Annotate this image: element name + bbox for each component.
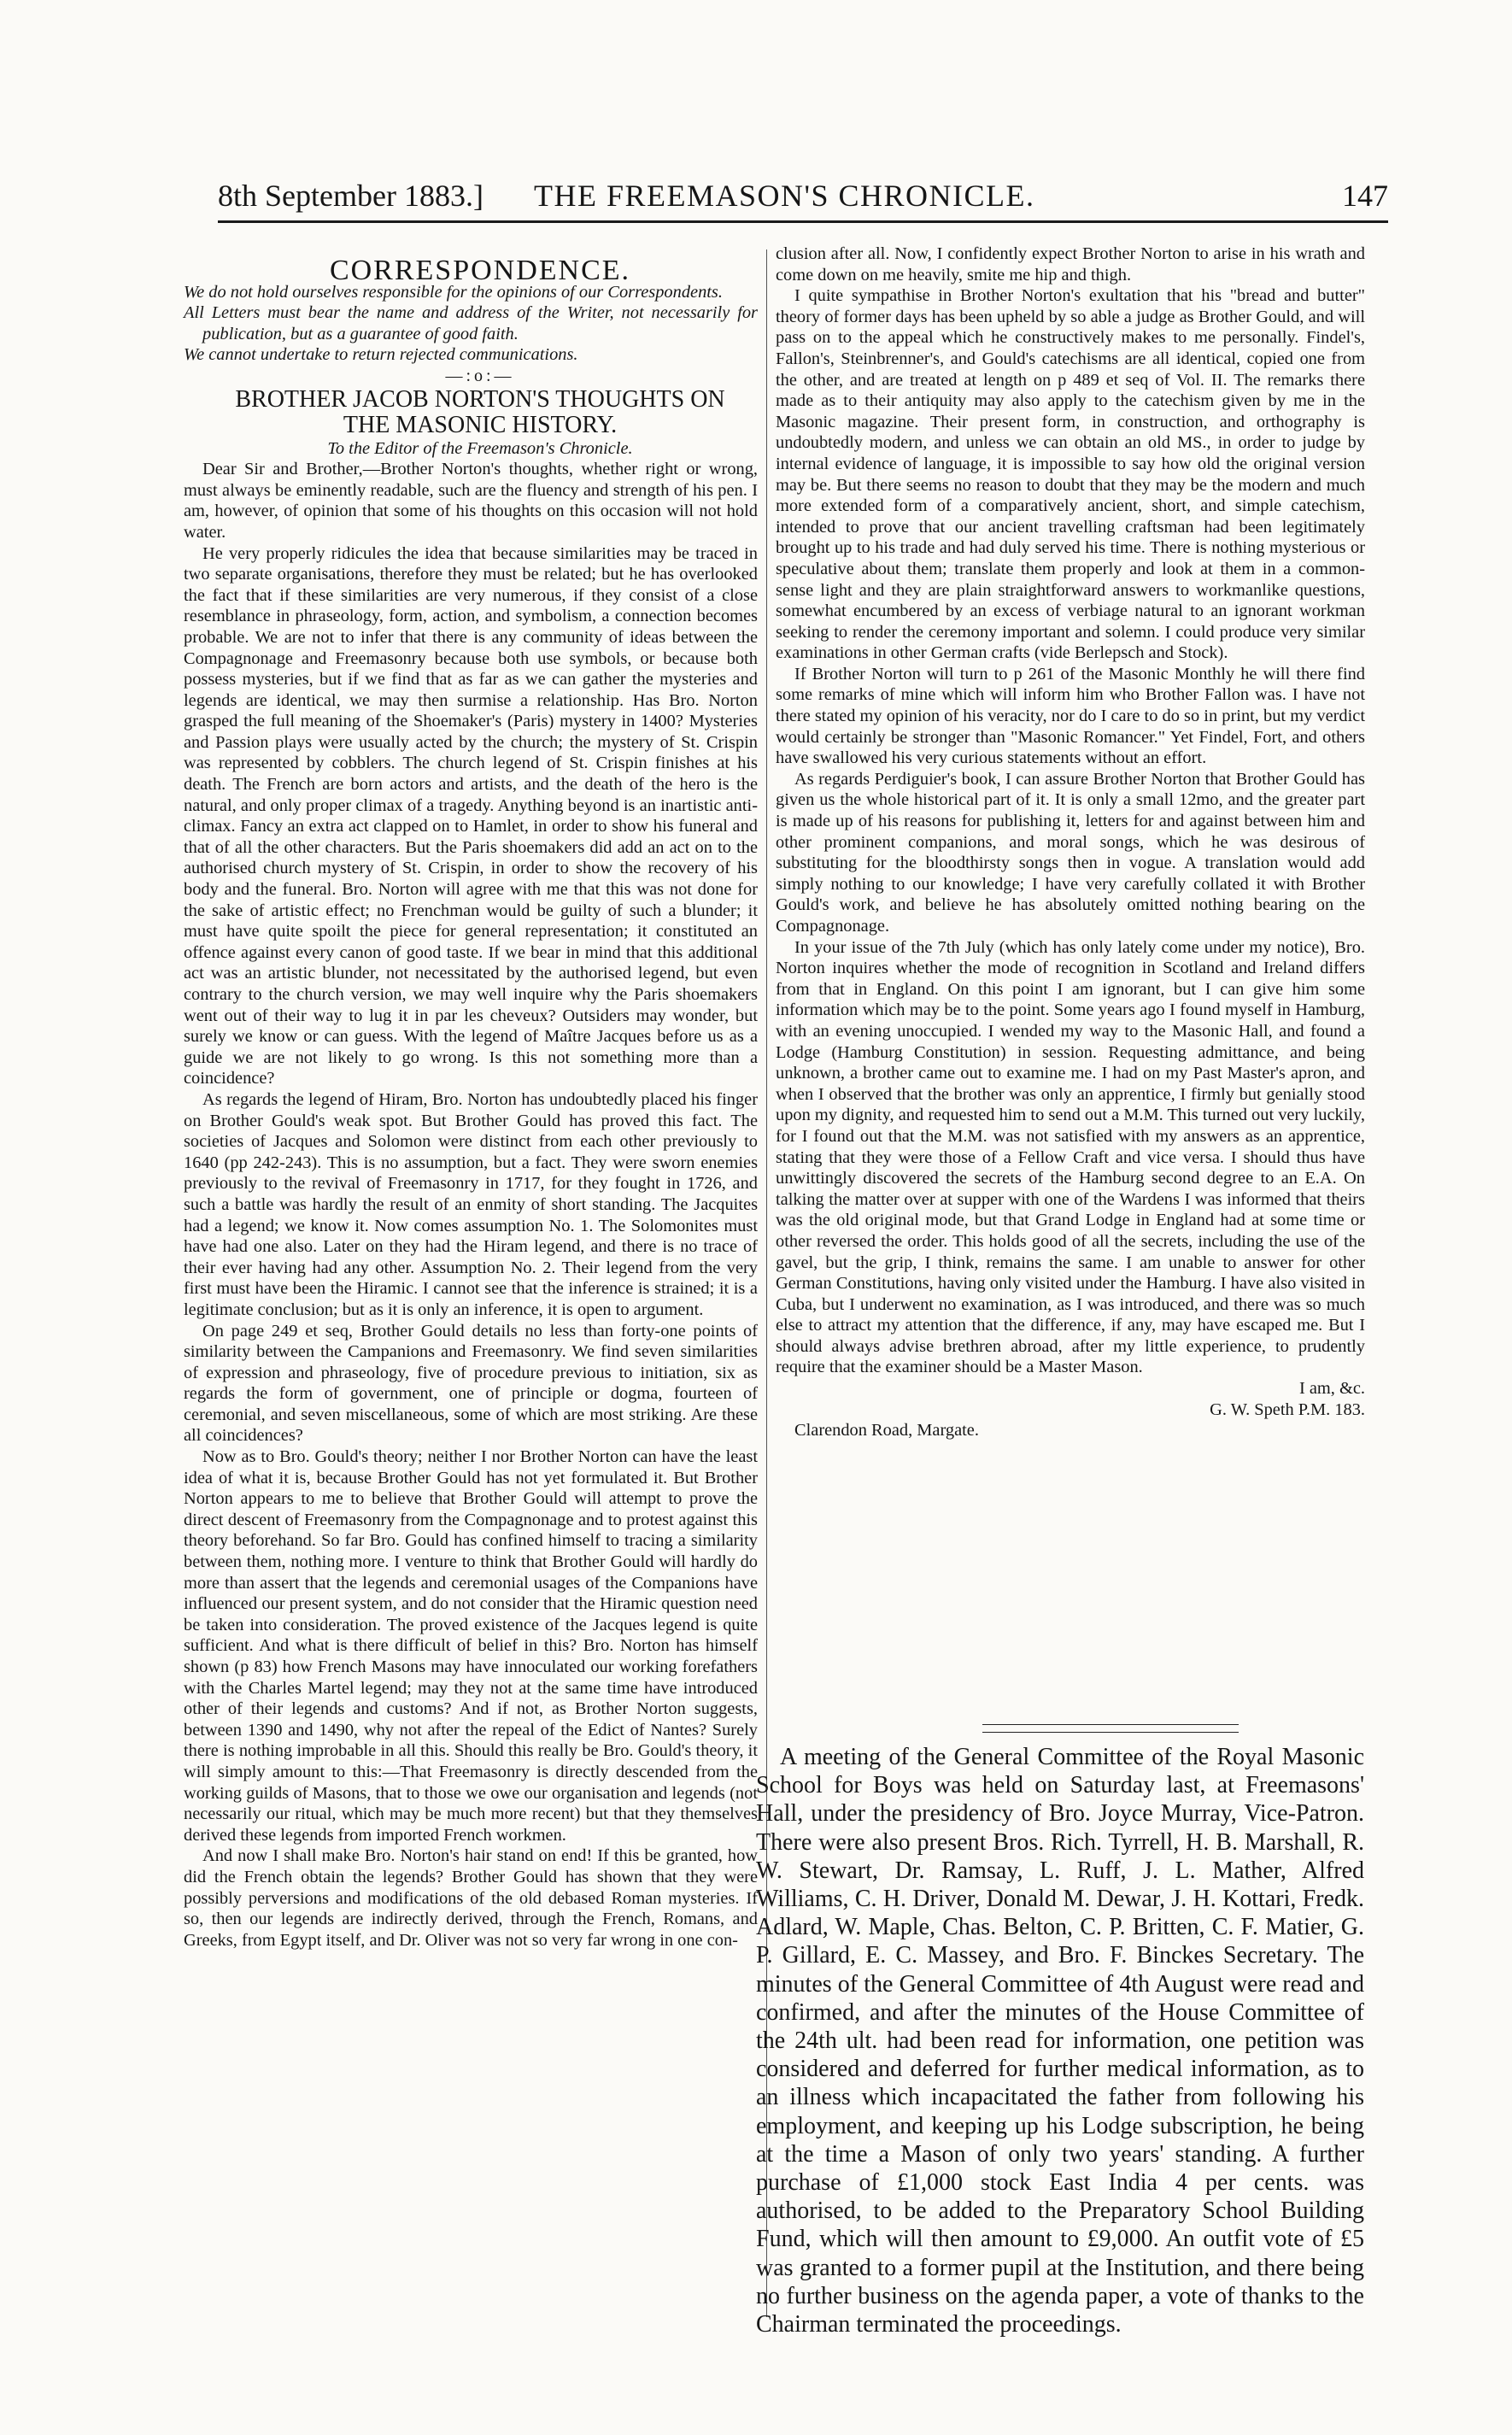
article-paragraph: Now as to Bro. Gould's theory; neither I nor Brother Norton can have the least idea of what it is, because Brother Gould has not yet formulated it. But Brother Norton appears to me to believe that Brother Gould will attempt to prove the direct descent of Freemasonry from the Compagnonage and to protest against this theory beforehand. So far Bro. Gould has confined himself to tracing a similarity between them, nothing more. I venture to think that Brother Gould will hardly do more than assert that the legends and ceremonial usages of the Companions have influenced our present system, and do not consider that the Hiramic question need be taken into consideration. The proved existence of the Jacques legend is quite sufficient. And what is there difficult of belief in this? Bro. Norton has himself shown (p 83) how French Masons may have innoculated our working forefathers with the Charles Martel legend; may they not at the same time have introduced other of their legends and customs? And if not, as Brother Norton suggests, between 1390 and 1490, why not after the repeal of the Edict of Nantes? Surely there is nothing improbable in all this. Should this really be Bro. Gould's theory, it will simply amount to this:—That Freemasonry is directly descended from the working guilds of Masons, that to those we owe our organisation and legends (not necessarily our ritual, which may be much more recent) but that they themselves derived these legends from imported French workmen. (184, 1447, 758, 1845)
article-paragraph: I quite sympathise in Brother Norton's exultation that his "bread and butter" theory of former days has been upheld by so able a judge as Brother Gould, and will pass on to the appeal which he constructively makes to me personally. Findel's, Fallon's, Steinbrenner's, and Gould's catechisms are all identical, copied one from the other, and are treated at length on p 489 et seq of Vol. II. The remarks there made as to their antiquity may also apply to the catechism given by me in the Masonic magazine. Their present form, in construction, and orthography is undoubtedly modern, and unless we can obtain an old MS., in order to judge by internal evidence of language, it is impossible to say how old the original version may be. But there seems no reason to doubt that they may be the modern and much more extended form of a comparatively ancient, short, and simple catechism, intended to prove that our ancient travelling craftsman had been legitimately brought up to his trade and had duly served his time. There is nothing mysterious or speculative about them; translate them properly and look at them in a common-sense light and they are plain straightforward answers to workmanlike questions, somewhat encumbered by an excess of verbiage natural to an ignorant workman seeking to render the ceremony important and solemn. I could produce very similar examinations in other German crafts (vide Berlepsch and Stock). (776, 286, 1365, 663)
article-paragraph: As regards the legend of Hiram, Bro. Norton has undoubtedly placed his finger on Brother Gould's weak spot. But Brother Gould has proved this fact. The societies of Jacques and Solomon were distinct from each other previously to 1640 (pp 242-243). This is no assumption, but a fact. They were sworn enemies previously to the revival of Freemasonry in 1717, for they fought in 1726, and such a battle was hardly the result of an enmity of short standing. The Jacquites had a legend; we know it. Now comes assumption No. 1. The Solomonites must have had one also. Later on they had the Hiram legend, and there is no trace of their ever having had any other. Assumption No. 2. Their legend from the very first must have been the Hiramic. I cannot see that the inference is strained; it is a legitimate conclusion; but as it is only an inference, it is open to argument. (184, 1089, 758, 1319)
disclaimer-rejected: We cannot undertake to return rejected communications. (184, 345, 578, 365)
to-editor-line: To the Editor of the Freemason's Chronicle. (327, 438, 633, 458)
section-heading: CORRESPONDENCE. (329, 255, 631, 286)
page-header (218, 171, 1388, 222)
section-separator: —:o:— (445, 366, 515, 385)
school-meeting-notice (756, 1743, 1364, 2338)
article-paragraph: As regards Perdiguier's book, I can assure Brother Norton that Brother Gould has given us the whole historical part of it. It is only a small 12mo, and the greater part is made up of his reasons for publishing it, letters for and against between him and other prominent companions, and moral songs, which he was desirous of substituting for the bloodthirsty songs then in vogue. A translation would add simply nothing to our knowledge; I have very carefully collated it with Brother Gould's work, and believe he has absolutely omitted nothing bearing on the Compagnonage. (776, 769, 1365, 936)
article-paragraph: On page 249 et seq, Brother Gould details no less than forty-one points of similarity between the Campanions and Freemasonry. We find seven similarities of expression and phraseology, five of procedure previous to initiation, six as regards the form of government, one of principle or dogma, fourteen of ceremonial, and seven miscellaneous, some of which are most striking. Are these all coincidences? (184, 1321, 758, 1446)
letter-signature: G. W. Speth P.M. 183. (1210, 1399, 1365, 1419)
notice-separator (982, 1724, 1239, 1733)
header-rule (218, 220, 1388, 223)
article-paragraph: In your issue of the 7th July (which has only lately come under my notice), Bro. Norton inquires whether the mode of recognition in Scotland and Ireland differs from that in England. On this point I am ignorant, but I can give him some information which may be to the point. Some years ago I found myself in Hamburg, with an evening unoccupied. I wended my way to the Masonic Hall, and found a Lodge (Hamburg Constitution) in session. Requesting admittance, and being unknown, a brother came out to examine me. I had on my Past Master's apron, and when I observed that the brother was only an apprentice, I firmly but genially stood upon my dignity, and requested him to send out a M.M. This turned out very luckily, for I found out that the M.M. was not satisfied with my answers as an apprentice, stating that they were those of a Fellow Craft and vice versa. I should thus have unwittingly discovered the secrets of the Hamburg second degree to an E.A. On talking the matter over at supper with one of the Wardens I was informed that theirs was the old original mode, but that Grand Lodge in England had at some time or other reversed the order. This holds good of all the secrets, including the use of the gavel, but the grip, I think, remains the same. I am unable to answer for other German Constitutions, having only visited under the Hamburg. I have also visited in Cuba, but I underwent no examination, as I was introduced, and there was so much else to attract my attention that the difference, if any, may have escaped me. But I should always advise brethren abroad, after my little experience, to prudently require that the examiner should be a Master Mason. (776, 937, 1365, 1377)
page-number: 147 (1342, 179, 1388, 213)
disclaimer-letters: All Letters must bear the name and address of the Writer, not necessarily for publication, but as a guarantee of good faith. (184, 303, 758, 343)
article-paragraph: If Brother Norton will turn to p 261 of the Masonic Monthly he will there find some remarks of mine which will inform him who Brother Fallon was. I have not there stated my opinion of his veracity, nor do I care to do so in print, but my verdict would certainly be stronger than "Masonic Romancer." Yet Findel, Fort, and others have swallowed his very curious statements without an effort. (776, 664, 1365, 768)
article-paragraph: Dear Sir and Brother,—Brother Norton's thoughts, whether right or wrong, must always be eminently readable, such are the fluency and strength of his pen. I am, however, of opinion that some of his thoughts on this occasion will not hold water. (184, 460, 758, 542)
article-paragraph: And now I shall make Bro. Norton's hair stand on end! If this be granted, how did the French obtain the legends? Brother Gould has shown that they were possibly perversions and modifications of the old debased Roman mysteries. If so, then our legends are indirectly derived, through the French, Romans, and Greeks, from Egypt itself, and Dr. Oliver was not so very far wrong in one con- (184, 1846, 758, 1950)
left-column (184, 255, 758, 1951)
letter-address: Clarendon Road, Margate. (794, 1421, 979, 1440)
publication-title: THE FREEMASON'S CHRONICLE. (534, 179, 1035, 213)
article-title-line1: BROTHER JACOB NORTON'S THOUGHTS ON (235, 385, 725, 413)
double-rule (982, 1724, 1239, 1733)
disclaimer-opinions: We do not hold ourselves responsible for the opinions of our Correspondents. (184, 282, 723, 302)
article-paragraph: He very properly ridicules the idea that because similarities may be traced in two separate organisations, therefore they must be related; but he has overlooked the fact that if these similarities are very numerous, if they consist of a close resemblance in phraseology, form, action, and symbolism, a connection becomes probable. We are not to infer that there is any community of ideas between the Compagnonage and Freemasonry because both use symbols, or because both possess mysteries, but if we find that as far as we can gather the mysteries and legends are identical, we may then surmise a relationship. Has Bro. Norton grasped the full meaning of the Shoemaker's (Paris) mystery in 1400? Mysteries and Passion plays were usually acted by the church; the mystery of St. Crispin was represented by cobblers. The church legend of St. Crispin finishes at his death. The French are born actors and artists, and the death of the hero is the natural, and only proper climax of a tragedy. Anything beyond is an inartistic anti-climax. Fancy an extra act clapped on to Hamlet, in order to show his funeral and that of all the other characters. But the Paris shoemakers did add an act on to the authorised church mystery of St. Crispin, in order to show the recovery of his body and the funeral. Bro. Norton will agree with me that this was not done for the sake of artistic effect; no Frenchman would be guilty of such a blunder; it must have quite spoilt the piece for general representation; it constituted an offence against every canon of good taste. If we bear in mind that this additional act was an artistic blunder, not necessitated by the authorised legend, but even contrary to the church version, we may well inquire why the Paris shoemakers went out of their way to lug it in par les cheveux? Outsiders may wonder, but surely we know or can guess. With the legend of Maître Jacques before us as a guide we are not likely to go wrong. Is this not something more than a coincidence? (184, 543, 758, 1088)
letter-closing: I am, &c. (1298, 1379, 1365, 1399)
notice-paragraph: A meeting of the General Committee of the Royal Masonic School for Boys was held on Saturday last, at Freemasons' Hall, under the presidency of Bro. Joyce Murray, Vice-Patron. There were also present Bros. Rich. Tyrrell, H. B. Marshall, R. W. Stewart, Dr. Ramsay, L. Ruff, J. L. Mather, Alfred Williams, C. H. Driver, Donald M. Dewar, J. H. Kottari, Fredk. Adlard, W. Maple, Chas. Belton, C. P. Britten, C. F. Matier, G. P. Gillard, E. C. Massey, and Bro. F. Binckes Secretary. The minutes of the General Committee of 4th August were read and confirmed, and after the minutes of the House Committee of the 24th ult. had been read for information, one petition was considered and deferred for further medical information, as to an illness which incapacitated the father from following his employment, and keeping up his Lodge subscription, he being at the time a Mason of only two years' standing. A further purchase of £1,000 stock East India 4 per cents. was authorised, to be added to the Preparatory School Building Fund, which will then amount to £9,000. An outfit vote of £5 was granted to a former pupil at the Institution, and there being no further business on the agenda paper, a vote of thanks to the Chairman terminated the proceedings. (756, 1744, 1364, 2338)
article-title-line2: THE MASONIC HISTORY. (343, 411, 618, 438)
right-column-letter (776, 244, 1365, 1441)
article-paragraph: clusion after all. Now, I confidently expect Brother Norton to arise in his wrath and come down on me heavily, smite me hip and thigh. (776, 244, 1365, 285)
issue-date: 8th September 1883.] (218, 179, 483, 213)
